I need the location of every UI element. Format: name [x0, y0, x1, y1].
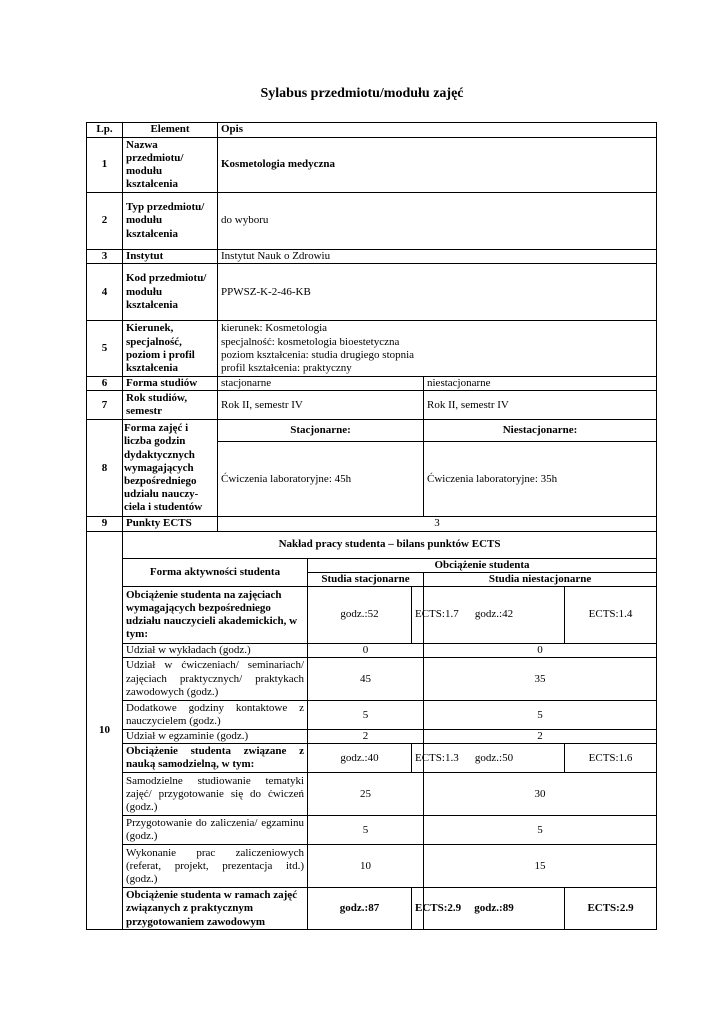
- row-value: PPWSZ-K-2-46-KB: [218, 264, 657, 321]
- table-row: [87, 517, 657, 531]
- row-element: Forma studiów: [123, 377, 218, 391]
- workload-row: [87, 587, 657, 644]
- workload-label: Obciążenie studenta związane z nauką samodzielną, w tym:: [123, 744, 308, 773]
- workload-row: [87, 644, 657, 658]
- row-value-niestac: niestacjonarne: [424, 377, 657, 391]
- workload-stac-ects: ECTS:1.7: [412, 587, 424, 644]
- workload-row: [87, 773, 657, 816]
- workload-activity-header: Forma aktywności studenta: [123, 558, 308, 586]
- workload-label: Samodzielne studiowanie tematyki zajęć/ przygotowanie się do ćwiczeń (godz.): [123, 773, 308, 816]
- row-value: kierunek: Kosmetologia specjalność: kosmetologia bioestetyczna poziom kształcenia: studia drugiego stopnia profil kształcenia: praktyczny: [218, 321, 657, 377]
- workload-row: [87, 888, 657, 930]
- row-value-niestac: Rok II, semestr IV: [424, 391, 657, 420]
- workload-label: Dodatkowe godziny kontaktowe z nauczycielem (godz.): [123, 701, 308, 730]
- niestac-heading: Niestacjonarne:: [424, 420, 657, 442]
- workload-label: Udział w egzaminie (godz.): [123, 730, 308, 744]
- workload-row: [87, 730, 657, 744]
- row-value-stac: stacjonarne: [218, 377, 424, 391]
- workload-label: Wykonanie prac zaliczeniowych (referat, projekt, prezentacja itd.) (godz.): [123, 845, 308, 888]
- workload-stac-value: 5: [308, 816, 424, 845]
- workload-stac-hours: godz.:40: [308, 744, 412, 773]
- workload-row: [87, 744, 657, 773]
- row-number: 10: [87, 531, 123, 930]
- workload-stac-hours: godz.:87: [308, 888, 412, 930]
- row-element: Forma zajęć i liczba godzin dydaktycznych wymagających bezpośredniego udziału nauczy-ciela i studentów: [123, 420, 218, 517]
- workload-stac-header: Studia stacjonarne: [308, 572, 424, 586]
- table-row: [87, 391, 657, 420]
- workload-row: [87, 845, 657, 888]
- row-element: Kierunek, specjalność, poziom i profil kształcenia: [123, 321, 218, 377]
- workload-stac-value: 45: [308, 658, 424, 701]
- row-number: 1: [87, 138, 123, 193]
- row-element: Punkty ECTS: [123, 517, 218, 531]
- row-number: 4: [87, 264, 123, 321]
- workload-niestac-value: 0: [424, 644, 657, 658]
- row-number: 7: [87, 391, 123, 420]
- workload-niestac-value: 30: [424, 773, 657, 816]
- table-header-row: [87, 123, 657, 138]
- workload-stac-value: 10: [308, 845, 424, 888]
- workload-stac-value: 25: [308, 773, 424, 816]
- workload-label: Udział w ćwiczeniach/ seminariach/ zajęciach praktycznych/ praktykach zawodowych (godz.): [123, 658, 308, 701]
- workload-title: Nakład pracy studenta – bilans punktów ECTS: [123, 531, 657, 558]
- row-value-stac: Rok II, semestr IV: [218, 391, 424, 420]
- stac-heading: Stacjonarne:: [218, 420, 424, 442]
- workload-niestac-ects: ECTS:2.9: [565, 888, 657, 930]
- workload-niestac-ects: ECTS:1.6: [565, 744, 657, 773]
- row-number: 5: [87, 321, 123, 377]
- workload-niestac-value: 5: [424, 701, 657, 730]
- workload-niestac-value: 2: [424, 730, 657, 744]
- workload-stac-ects: ECTS:1.3: [412, 744, 424, 773]
- workload-niestac-value: 15: [424, 845, 657, 888]
- table-row: [87, 420, 657, 442]
- row-element: Nazwa przedmiotu/ modułu kształcenia: [123, 138, 218, 193]
- table-row: [87, 193, 657, 250]
- header-opis: Opis: [218, 123, 657, 138]
- table-row: [87, 264, 657, 321]
- workload-niestac-hours: godz.:42: [424, 587, 565, 644]
- workload-title-row: [87, 531, 657, 558]
- workload-niestac-hours: godz.:89: [424, 888, 565, 930]
- row-number: 9: [87, 517, 123, 531]
- workload-stac-ects: ECTS:2.9: [412, 888, 424, 930]
- row-number: 6: [87, 377, 123, 391]
- workload-header-row: [87, 558, 657, 572]
- workload-niestac-value: 5: [424, 816, 657, 845]
- workload-niestac-value: 35: [424, 658, 657, 701]
- workload-stac-value: 0: [308, 644, 424, 658]
- row-element: Kod przedmiotu/ modułu kształcenia: [123, 264, 218, 321]
- row-value: Kosmetologia medyczna: [218, 138, 657, 193]
- row-value: 3: [218, 517, 657, 531]
- row-element: Typ przedmiotu/ modułu kształcenia: [123, 193, 218, 250]
- header-lp: Lp.: [87, 123, 123, 138]
- row-element: Rok studiów, semestr: [123, 391, 218, 420]
- workload-label: Przygotowanie do zaliczenia/ egzaminu (godz.): [123, 816, 308, 845]
- header-element: Element: [123, 123, 218, 138]
- row-number: 3: [87, 250, 123, 264]
- syllabus-table: [86, 122, 657, 930]
- row-element: Instytut: [123, 250, 218, 264]
- workload-load-header: Obciążenie studenta: [308, 558, 657, 572]
- table-row: [87, 377, 657, 391]
- document-title: Sylabus przedmiotu/modułu zajęć: [260, 86, 464, 101]
- workload-stac-value: 2: [308, 730, 424, 744]
- workload-label: Obciążenie studenta w ramach zajęć związanych z praktycznym przygotowaniem zawodowym: [123, 888, 308, 930]
- row-value: Instytut Nauk o Zdrowiu: [218, 250, 657, 264]
- workload-niestac-hours: godz.:50: [424, 744, 565, 773]
- table-row: [87, 250, 657, 264]
- workload-label: Obciążenie studenta na zajęciach wymagających bezpośredniego udziału nauczycieli akademickich, w tym:: [123, 587, 308, 644]
- row-number: 8: [87, 420, 123, 517]
- table-row: [87, 138, 657, 193]
- workload-stac-value: 5: [308, 701, 424, 730]
- row-number: 2: [87, 193, 123, 250]
- workload-stac-hours: godz.:52: [308, 587, 412, 644]
- workload-row: [87, 658, 657, 701]
- workload-niestac-ects: ECTS:1.4: [565, 587, 657, 644]
- row-value: do wyboru: [218, 193, 657, 250]
- row-value-stac: Ćwiczenia laboratoryjne: 45h: [218, 442, 424, 517]
- workload-row: [87, 816, 657, 845]
- row-value-niestac: Ćwiczenia laboratoryjne: 35h: [424, 442, 657, 517]
- workload-label: Udział w wykładach (godz.): [123, 644, 308, 658]
- table-row: [87, 321, 657, 377]
- workload-niestac-header: Studia niestacjonarne: [424, 572, 657, 586]
- workload-row: [87, 701, 657, 730]
